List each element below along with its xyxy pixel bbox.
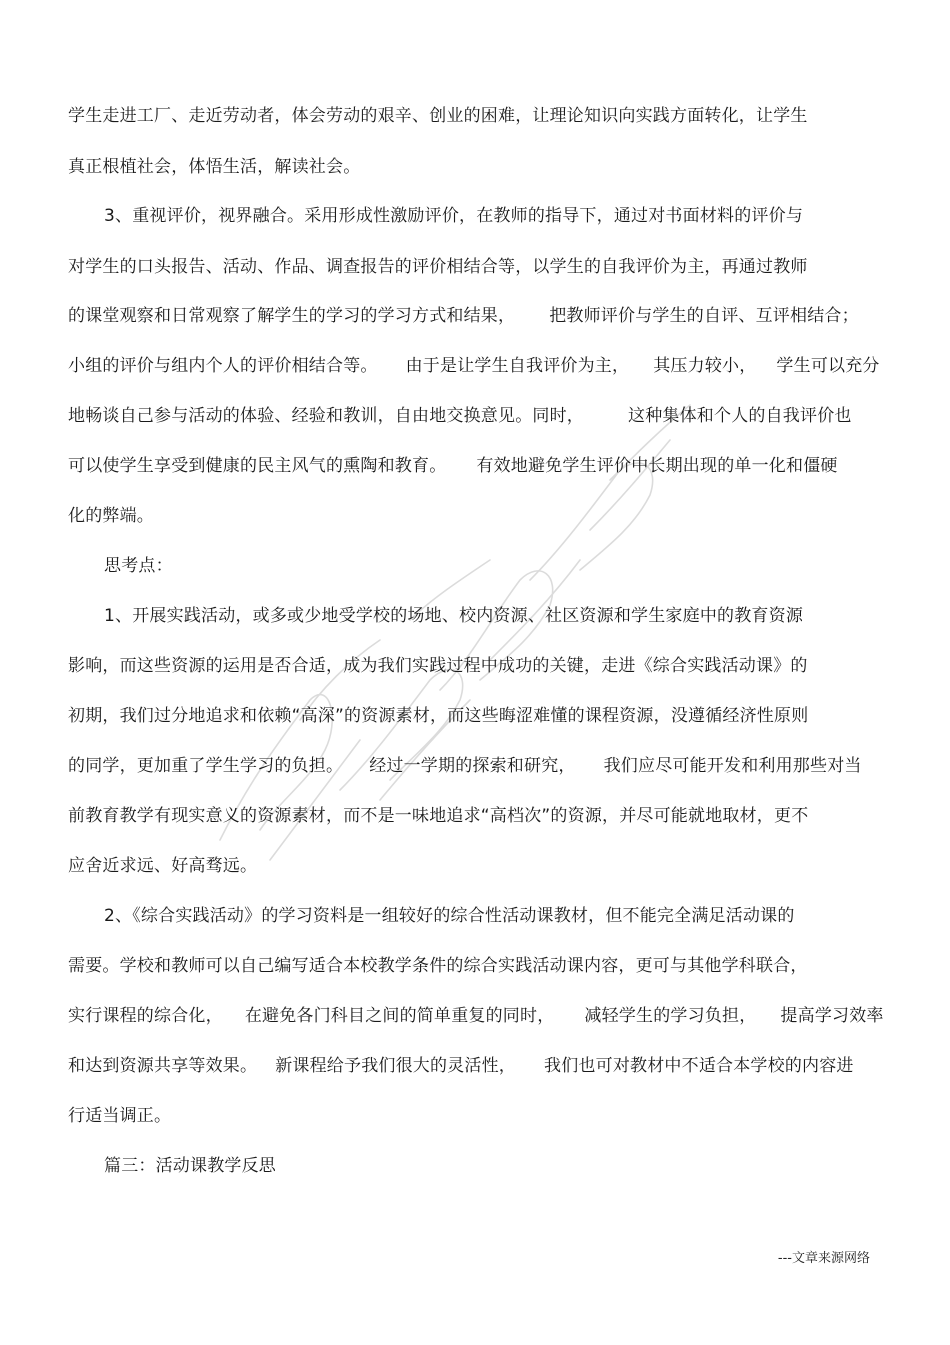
text-segment: 有效地避免学生评价中长期出现的单一化和僵硬 bbox=[476, 456, 838, 476]
paragraph-line: 对学生的口头报告、活动、作品、调查报告的评价相结合等，以学生的自我评价为主，再通过教师 bbox=[68, 257, 808, 277]
paragraph-line: 1、开展实践活动，或多或少地受学校的场地、校内资源、社区资源和学生家庭中的教育资源 bbox=[104, 606, 804, 626]
paragraph-line: 行适当调正。 bbox=[68, 1106, 172, 1126]
text-segment: 其压力较小， bbox=[653, 356, 757, 376]
paragraph-line: 需要。学校和教师可以自己编写适合本校教学条件的综合实践活动课内容，更可与其他学科联合， bbox=[68, 956, 808, 976]
paragraph-line: 真正根植社会，体悟生活，解读社会。 bbox=[68, 157, 361, 177]
text-segment: 学生可以充分 bbox=[776, 356, 880, 376]
text-segment: 小组的评价与组内个人的评价相结合等。 bbox=[68, 356, 378, 376]
section-heading: 篇三：活动课教学反思 bbox=[104, 1156, 276, 1176]
section-heading: 思考点： bbox=[104, 556, 173, 576]
text-segment: 的同学，更加重了学生学习的负担。 bbox=[68, 756, 344, 776]
footer-source: ---文章来源网络 bbox=[777, 1251, 870, 1266]
paragraph-line: 3、重视评价，视界融合。采用形成性激励评价，在教师的指导下，通过对书面材料的评价与 bbox=[104, 206, 804, 226]
text-segment: 我们应尽可能开发和利用那些对当 bbox=[603, 756, 862, 776]
paragraph-line: 前教育教学有现实意义的资源素材，而不是一味地追求“高档次”的资源，并尽可能就地取材，更不 bbox=[68, 806, 809, 826]
text-segment: 把教师评价与学生的自评、互评相结合； bbox=[549, 306, 859, 326]
text-segment: 由于是让学生自我评价为主， bbox=[405, 356, 630, 376]
text-segment: 的课堂观察和日常观察了解学生的学习的学习方式和结果， bbox=[68, 306, 516, 326]
text-segment: 经过一学期的探索和研究， bbox=[369, 756, 576, 776]
paragraph-line bbox=[68, 355, 880, 377]
paragraph-line bbox=[68, 1055, 854, 1077]
paragraph-line: 应舍近求远、好高骛远。 bbox=[68, 856, 258, 876]
paragraph-line: 初期，我们过分地追求和依赖“高深”的资源素材，而这些晦涩难懂的课程资源，没遵循经济性原则 bbox=[68, 706, 809, 726]
paragraph-line bbox=[68, 755, 862, 777]
paragraph-line: 2、《综合实践活动》的学习资料是一组较好的综合性活动课教材，但不能完全满足活动课的 bbox=[104, 906, 795, 926]
text-segment: 和达到资源共享等效果。 bbox=[68, 1056, 258, 1076]
text-segment: 这种集体和个人的自我评价也 bbox=[628, 406, 852, 426]
text-segment: 可以使学生享受到健康的民主风气的熏陶和教育。 bbox=[68, 456, 447, 476]
paragraph-line bbox=[68, 405, 852, 427]
text-segment: 减轻学生的学习负担， bbox=[584, 1006, 757, 1026]
paragraph-line bbox=[68, 1005, 884, 1027]
text-segment: 在避免各门科目之间的简单重复的同时， bbox=[244, 1006, 555, 1026]
paragraph-line: 学生走进工厂、走近劳动者，体会劳动的艰辛、创业的困难，让理论知识向实践方面转化，让学生 bbox=[68, 106, 808, 126]
text-segment: 实行课程的综合化， bbox=[68, 1006, 223, 1026]
text-segment: 地畅谈自己参与活动的体验、经验和教训，自由地交换意见。同时， bbox=[68, 406, 584, 426]
paragraph-line bbox=[68, 455, 838, 477]
paragraph-line bbox=[68, 305, 859, 327]
watermark-seal bbox=[190, 360, 750, 920]
paragraph-line: 化的弊端。 bbox=[68, 506, 154, 526]
text-segment: 提高学习效率 bbox=[780, 1006, 884, 1026]
text-segment: 我们也可对教材中不适合本学校的内容进 bbox=[544, 1056, 854, 1076]
text-segment: 新课程给予我们很大的灵活性， bbox=[275, 1056, 517, 1076]
paragraph-line: 影响，而这些资源的运用是否合适，成为我们实践过程中成功的关键，走进《综合实践活动课》的 bbox=[68, 656, 808, 676]
